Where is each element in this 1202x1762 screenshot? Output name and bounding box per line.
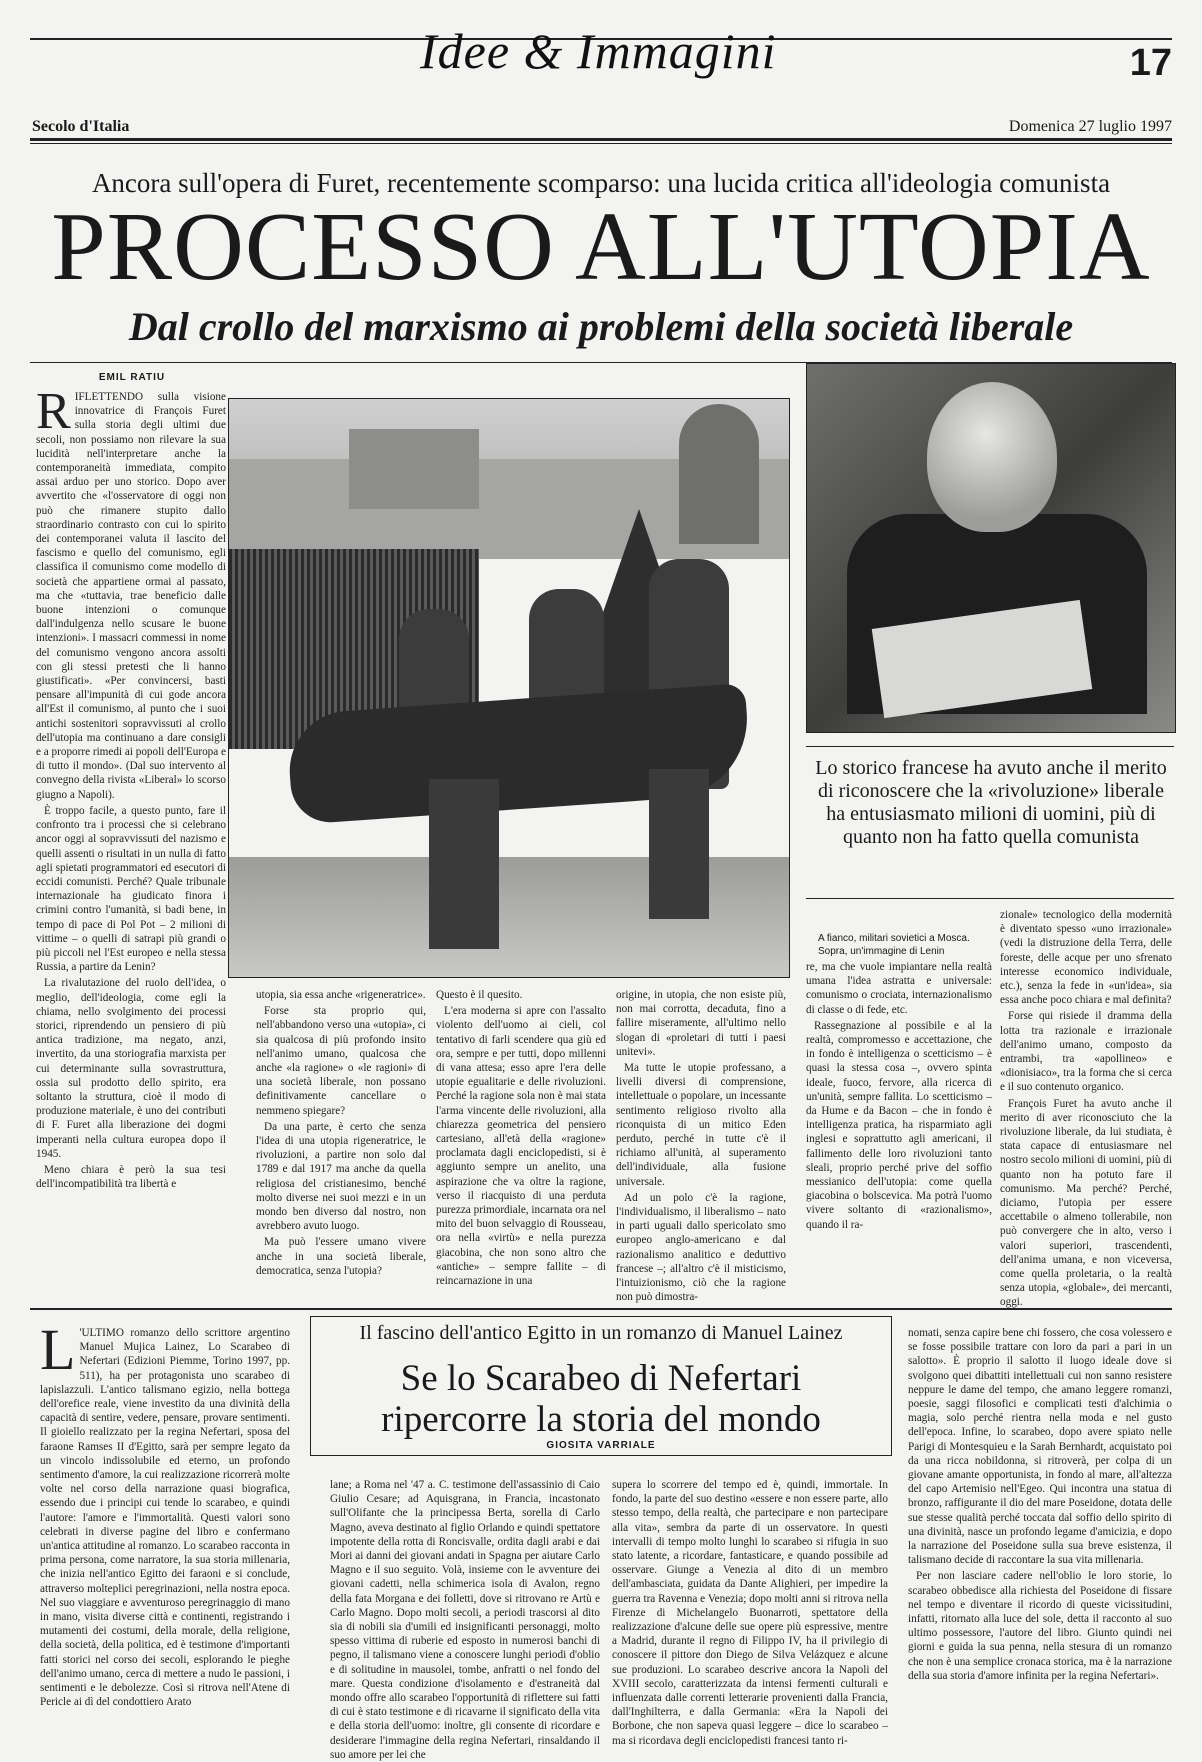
paragraph: supera lo scorrere del tempo ed è, quindi, immortale. In fondo, la parte del suo destino «essere e non essere parte, allo stesso tempo, della realtà, che partecipare e non partecipare alla vita», sembra da parte di un osservatore. In questi intervalli di tempo molto lunghi lo scarabeo si rifugia in suo stato latente, a ricordare, fantasticare, e quando possibile ad osservare. Giunge a Venezia al dito di un membro dell'ambasciata, guidata da Dante Alighieri, per impedire la guerra tra Ravenna e Venezia; dopo molti anni si ritrova nella Firenze di Michelangelo Buonarroti, spettatore della realizzazione d'alcune delle sue opere più espressive, mentre a Madrid, durante il regno di Filippo IV, ha il privilegio di conoscere il pittore don Diego de Silva Velázquez e alcune sue produzioni. Lo scarabeo descrive ancora la Napoli del XVIII secolo, caratterizzata da intensi fermenti culturali e influenzata dalle correnti letterarie provenienti dalla Francia, dall'Inghilterra, e dalla Germania: «Era la Napoli dei Borbone, che non sapeva quasi leggere – dice lo scarabeo – ma si ricordava degli enciclopedisti francesi tanto ri- bbox=[612, 1479, 888, 1747]
soldiers-photo bbox=[228, 398, 790, 978]
box-article-title-line-2: ripercorre la storia del mondo bbox=[381, 1399, 821, 1440]
paragraph: La rivalutazione del ruolo dell'idea, o meglio, dell'ideologia, come egli la chiama, nello svolgimento dei processi storici, riprendendo un pensiero di più antica tradizione, ma negato, anzi, invertito, da una storiografia marxista per cui determinante sulla sovrastruttura, ossia sul prodotto dello spirito, era soltanto la struttura, cioè il modo di produzione materiale, è uno dei contributi di F. Furet alla liberazione dei dogmi imperanti nella cultura europea dopo il 1945. bbox=[36, 977, 226, 1160]
paragraph: Per non lasciare cadere nell'oblio le loro storie, lo scarabeo obbedisce alla richiesta del Poseidone di fissare nel tempo e diventare il ricordo di queste vicissitudini, infatti, ritornato alla luce del sole, detta il racconto al suo ultimo possessore, l'autore del libro. Giunto quindi nei giorni e guida la sua penna, nella stesura di un romanzo che non è una semplice cronaca storica, ma è la narrazione della sua storia d'amore infinita per la regina Nefertari». bbox=[908, 1570, 1172, 1682]
date-line: Domenica 27 luglio 1997 bbox=[1008, 118, 1172, 135]
paragraph: Forse sta proprio qui, nell'abbandono verso una «utopia», ci sia qualcosa di più profondo insito nell'animo umano, qualcosa che anche «la ragione» o «le ragioni» di una società liberale, non possano definitivamente cancellare o nemmeno spiegare? bbox=[256, 1005, 426, 1117]
article-kicker: Ancora sull'opera di Furet, recentemente scomparso: una lucida critica all'ideologia comunista bbox=[91, 168, 1111, 198]
box-article-column-2 bbox=[330, 1478, 600, 1761]
box-article-column-4 bbox=[908, 1326, 1172, 1716]
photo-caption: A fianco, militari sovietici a Mosca. Sopra, un'immagine di Lenin bbox=[818, 933, 970, 957]
paragraph: Questo è il quesito. bbox=[436, 989, 523, 1001]
paragraph: 'ULTIMO romanzo dello scrittore argentino Manuel Mujica Lainez, Lo Scarabeo di Nefertari (Edizioni Piemme, Torino 1997, pp. 511), ha per protagonista uno scarabeo di lapislazzuli. L'antico talismano egizio, nella bottega dell'orefice reale, viene investito da una divinità della capacità di sentire, vedere, pensare, provare sentimenti. Il gioiello realizzato per la regina Nefertari, sposa del faraone Ramses II d'Egitto, sarà per sempre legato da un vincolo indissolubile ed eterno, un profondo sentimento d'amore, la cui realizzazione ricorrerà molte volte nel corso della narrazione quasi biografica, essendo due i principi cui tende lo scarabeo, e quindi l'autore: l'amore e l'immortalità. Questi valori sono celebrati in diverse pagine del libro e confermano un'antica attitudine al romanzo. Lo scarabeo racconta in prima persona, come narratore, la sua storia millenaria, che inizia nell'antico Egitto dei faraoni e si conclude, attraverso molteplici peregrinazioni, nella nostra epoca. Nel suo viaggiare e avventuroso peregrinaggio di mano in mano, visita diverse città e continenti, registrando i mutamenti dei costumi, della morale, della religione, della società, della politica, ed è testimone d'importanti fatti storici nel corso dei secoli, esplorando le pieghe dell'animo umano, cerca di mettere a nudo le passioni, i sentimenti e le debolezze. Così si ritrova nell'Atene di Pericle ai dì del condottiero Arato bbox=[40, 1327, 290, 1709]
paragraph: utopia, sia essa anche «rigeneratrice». bbox=[256, 989, 426, 1001]
paper-name: Secolo d'Italia bbox=[32, 118, 130, 135]
paragraph: Meno chiara è però la sua tesi dell'incompatibilità tra libertà e bbox=[36, 1163, 226, 1191]
article-column-3 bbox=[436, 988, 606, 1296]
paragraph: origine, in utopia, che non esiste più, non mai corrotta, decaduta, fino a fallire miseramente, all'ultimo nello slogan di «proletari di tutti i paesi unitevi». bbox=[616, 989, 786, 1058]
paragraph: IFLETTENDO sulla visione innovatrice di François Furet sulla storia degli ultimi due secoli, non possiamo non rilevare la sua lucidità nell'interpretare anche la contemporaneità immediata, compito assai arduo per uno storico. Dopo aver avvertito che «l'osservatore di oggi non può che rimanere stupito dallo straordinario contrasto con cui lo spirito dei contemporanei valuta il lascito del fascismo e quello del comunismo, egli classifica il comunismo come modello di società che appartiene ormai al passato, ma che «tuttavia, trae beneficio dalle buone intenzioni o comunque dall'indulgenza nello scusare le buone intenzioni». I massacri commessi in nome del comunismo vengono ancora assolti con gli stessi pretesti che li hanno giustificati». «Per convincersi, basti pensare all'impunità di cui gode ancora all'Est il comunismo, al punto che i suoi antichi sostenitori sopravvissuti al crollo dell'utopia ma continuano a dare consigli e a proporre rimedi ai popoli dell'Europa e di tutto il mondo». (Dal suo intervento al convegno della rivista «Liberal» lo scorso giugno a Napoli). bbox=[36, 391, 226, 801]
masthead-rule bbox=[30, 138, 1172, 141]
paragraph: re, ma che vuole impiantare nella realtà umana l'idea astratta e universale: comunismo o crociata, internazionalismo di classe o di fede, etc. bbox=[806, 961, 992, 1016]
paragraph: Ma tutte le utopie professano, a livelli diversi di comprensione, intellettuale o popolare, un incessante sentimento religioso rivolto alla riconquista di un mitico Eden perduto, perché in tutte c'è il richiamo all'unità, al superamento dell'individuale, alla fusione universale. bbox=[616, 1062, 786, 1188]
article-headline: PROCESSO ALL'UTOPIA bbox=[51, 193, 1151, 301]
article-subhead: Dal crollo del marxismo ai problemi della società liberale bbox=[128, 304, 1074, 349]
byline: EMIL RATIU bbox=[98, 372, 166, 383]
article-column-6 bbox=[1000, 908, 1172, 1309]
paragraph: lane; a Roma nel '47 a. C. testimone dell'assassinio di Caio Giulio Cesare; ad Aquisgrana, in Francia, incastonato sull'Olifante che la principessa Berta, sorella di Carlo Magno, aveva destinato al figlio Orlando e quindi spettatore impotente della rotta di Roncisvalle, ordita dagli arabi e dai Mori ai danni dei giovani andati in Spagna per aiutare Carlo Magno e il suo seguito. Volà, insieme con le avventure dei giovani cadetti, nella schimerica isola di Avalon, regno della fata Morgana e dei folletti, dove si ritrovano re Artù e Carlo Magno. Dopo molti secoli, a periodi trascorsi al dito sia di nobili sia d'umili ed insignificanti personaggi, molto spesso vittima di ruberie ed esposto in numerosi banchi di pegno, il talismano viene a conoscere lunghi periodi d'oblio e di solitudine in mausolei, tombe, anfratti o nel fondo del mare. Questa condizione d'isolamento e d'estraneità dal mondo offre allo scarabeo l'opportunità di riflettere sui fatti di cui è stato testimone e di ricavarne il significato della vita e della storia dell'uomo: inoltre, gli consente di ricordare e desiderare l'immagine della regina Nefertari, rinsaldando il suo amore per lei che bbox=[330, 1479, 600, 1761]
paragraph: Da una parte, è certo che senza l'idea di una utopia rigeneratrice, le rivoluzioni, a partire non solo dal 1789 e dal 1917 ma anche da quella religiosa del cristianesimo, benché molto diverse nei suoi mezzi e in un mondo ben diverso dal nostro, non avrebbero avuto luogo. bbox=[256, 1120, 426, 1233]
section-divider bbox=[30, 1308, 1172, 1310]
paragraph: È troppo facile, a questo punto, fare il confronto tra i processi che si celebrano ancor oggi al sopravvissuti del nazismo e quelli assenti o risultati in un nulla di fatto agli spietati programmatori ed esecutori di eccidi comunisti. Perché? Quale tribunale internazionale ha giudicato finora i crimini contro l'umanità, si badi bene, in tempo di pace di Pol Pot – 2 milioni di vittime – o quelli di satrapi più grandi o più piccoli nel l'Est europeo e nella stessa Russia, a partire da Lenin? bbox=[36, 804, 226, 974]
paragraph: zionale» tecnologico della modernità è diventato spesso «uno irrazionale» (vedi la distruzione della Terra, delle foreste, delle acque per uno sfrenato interesse economico individuale, etc.), senza la fede in «un'idea», sia essa anche poco chiara e mal definita? bbox=[1000, 909, 1172, 1007]
box-article-title-line-1: Se lo Scarabeo di Nefertari bbox=[400, 1358, 802, 1399]
box-article-kicker: Il fascino dell'antico Egitto in un romanzo di Manuel Lainez bbox=[359, 1322, 843, 1344]
paragraph: Ma può l'essere umano vivere anche in una società liberale, democratica, senza l'utopia? bbox=[256, 1236, 426, 1277]
paragraph: Forse qui risiede il dramma della lotta tra razionale e irrazionale dell'animo umano, composto da entrambi, tra «apollineo» e «dionisiaco», tra la forma che si cerca e il suo contenuto organico. bbox=[1000, 1010, 1172, 1094]
dropcap: R bbox=[36, 383, 71, 440]
section-title: Idee & Immagini bbox=[420, 23, 777, 79]
article-column-1 bbox=[36, 383, 226, 1295]
pullquote-rule-top bbox=[806, 746, 1174, 747]
masthead-rule-thin bbox=[30, 143, 1172, 144]
paragraph: L'era moderna si apre con l'assalto violento dell'uomo ai cieli, col tentativo di farli scendere qua giù ed ora, sempre e per tutti, dopo millenni di vana attesa; esso apre l'era delle utopie egualitarie e delle rivoluzioni. Perché la ragione sola non è mai stata l'arma vincente delle rivoluzioni, alla chiarezza geometrica del pensiero cartesiano, all'età della «ragione» proclamata dagli enciclopedisti, si è aggiunto sempre un anelito, una aspirazione che va oltre la ragione, verso il riacquisto di una perduta purezza primordiale, incarnata ora nel mito del buon selvaggio di Rousseau, ora nella «virtù» e nella purezza giacobina, che non sono altro che «antiche» – sempre fallite – di reincarnazione in una bbox=[436, 1005, 606, 1288]
paragraph: Ad un polo c'è la ragione, l'individualismo, il liberalismo – nato in parti uguali dallo spericolato smo europeo anglo-americano e dal razionalismo analitico e deduttivo francese –; all'altro c'è il misticismo, l'intuizionismo, ciò che la ragione non può dimostra- bbox=[616, 1191, 786, 1304]
lenin-photo bbox=[806, 363, 1176, 733]
dropcap: L bbox=[40, 1317, 76, 1382]
paragraph: Rassegnazione al possibile e al la realtà, compromesso e accettazione, che in fondo è intelligenza o scetticismo – è quasi la stessa cosa –, ovvero spinta ideale, fuoco, fervore, alla ricerca di un'unità, sempre fallita. Lo scetticismo – da Hume e da Bacon – che in fondo è intelligenza pratica, ha risparmiato agli inglesi e soprattutto agli americani, il fallimento delle loro rivoluzioni tanto sleali, proprio perché prive del soffio messianico dell'utopia: come quella giacobina o bolscevica. Ma potrà l'uomo vivere soltanto di «razionalismo», quando il ra- bbox=[806, 1019, 992, 1231]
pullquote-rule-bottom bbox=[806, 898, 1174, 899]
paragraph: François Furet ha avuto anche il merito di aver riconosciuto che la rivoluzione liberale, da lui studiata, è stata capace di entusiasmare nel nostro secolo milioni di uomini, più di quanto non ha potuto fare il comunismo. Ma perché? Perché, diciamo, l'utopia per essere accettabile o almeno tollerabile, non può convergere che in alto, verso i valori superiori, trascendenti, dell'anima umana, e non viceversa, come quella proletaria, o la realtà senza utopia, «globale», dei mercanti, oggi. bbox=[1000, 1097, 1172, 1309]
article-column-2 bbox=[256, 988, 426, 1296]
box-article-byline: GIOSITA VARRIALE bbox=[546, 1440, 656, 1451]
box-article-column-1 bbox=[40, 1317, 290, 1716]
article-column-4 bbox=[616, 988, 786, 1304]
page-number: 17 bbox=[1129, 42, 1172, 84]
paragraph: nomati, senza capire bene chi fossero, che cosa volessero e se fosse possibile trattare con loro da pari a pari in un salotto». È proprio il salotto il luogo ideale dove si svolgono quei dibattiti intellettuali cui non sanno resistere neppure le dame del tempo, che amano leggere romanzi, poesie, saggi filosofici e complicati testi d'alchimia o magia, solo perché rientra nella moda e nel gusto dell'epoca. Infine, lo scarabeo, dopo avere spiato nelle Parigi di Montesquieu e la Sarah Bernhardt, acquistato poi da una ricca nobildonna, si ritroverà, per colpa di un giovane amante opportunista, in fondo al mare, all'altezza del capo Artemisio nell'Egeo. Qui incontra una statua di bronzo, raffigurante il dio del mare Poseidone, dotata delle sue stesse qualità perché toccata dal soffio dello spirito di una divinità, nasce un profondo legame d'amicizia, e dopo la narrazione del Poseidone sulla sua breve esistenza, il talismano decide di raccontare la sua vita millenaria. bbox=[908, 1327, 1172, 1567]
pullquote: Lo storico francese ha avuto anche il merito di riconoscere che la «rivoluzione» liberale ha entusiasmato milioni di uomini, più di quanto non ha fatto quella comunista bbox=[815, 757, 1167, 848]
box-article-column-3 bbox=[612, 1478, 888, 1747]
article-column-5 bbox=[806, 960, 992, 1296]
